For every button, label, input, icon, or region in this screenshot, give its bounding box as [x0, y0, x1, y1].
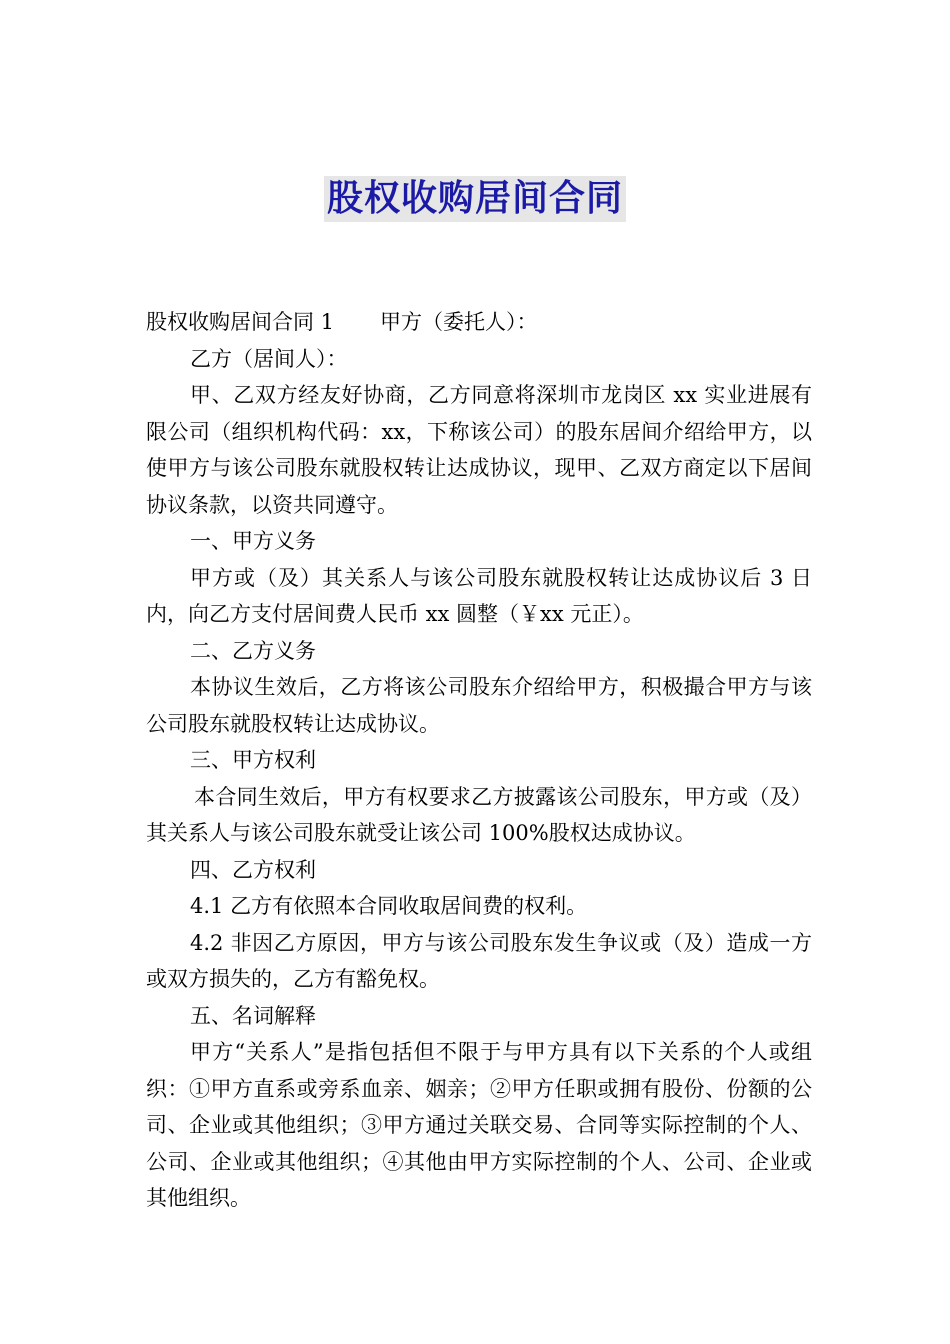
paragraph-section-2: 本协议生效后，乙方将该公司股东介绍给甲方，积极撮合甲方与该公司股东就股权转让达成协议。 — [146, 675, 812, 736]
paragraph-party-b: 乙方（居间人）： — [190, 346, 348, 371]
section-heading-3: 三、甲方权利 — [190, 748, 316, 772]
document-body — [146, 304, 812, 1217]
party-a-label: 甲方（委托人）： — [380, 310, 538, 334]
section-heading-1: 一、甲方义务 — [190, 529, 316, 553]
paragraph-section-3: 本合同生效后，甲方有权要求乙方披露该公司股东，甲方或（及）其关系人与该公司股东就受让该公司 100%股权达成协议。 — [146, 784, 812, 845]
title-container — [0, 176, 950, 222]
paragraph-intro: 甲、乙双方经友好协商，乙方同意将深圳市龙岗区 xx 实业进展有限公司（组织机构代码：xx，下称该公司）的股东居间介绍给甲方，以使甲方与该公司股东就股权转让达成协议，现甲、乙双方商定以下居间协议条款，以资共同遵守。 — [146, 383, 812, 517]
paragraph-section-5: 甲方“关系人”是指包括但不限于与甲方具有以下关系的个人或组织：①甲方直系或旁系血亲、姻亲；②甲方任职或拥有股份、份额的公司、企业或其他组织；③甲方通过关联交易、合同等实际控制的个人、公司、企业或其他组织；④其他由甲方实际控制的个人、公司、企业或其他组织。 — [146, 1040, 812, 1210]
paragraph-section-1: 甲方或（及）其关系人与该公司股东就股权转让达成协议后 3 日内，向乙方支付居间费人民币 xx 圆整（￥xx 元正）。 — [146, 565, 812, 626]
paragraph-4-2: 4.2 非因乙方原因，甲方与该公司股东发生争议或（及）造成一方或双方损失的，乙方有豁免权。 — [146, 930, 812, 991]
section-heading-4: 四、乙方权利 — [190, 857, 316, 882]
section-heading-5: 五、名词解释 — [190, 1003, 316, 1028]
document-title: 股权收购居间合同 — [324, 176, 626, 222]
contract-heading: 股权收购居间合同 1 — [146, 310, 335, 334]
first-line — [146, 304, 812, 341]
paragraph-4-1: 4.1 乙方有依照本合同收取居间费的权利。 — [190, 894, 588, 918]
section-heading-2: 二、乙方义务 — [190, 638, 316, 663]
